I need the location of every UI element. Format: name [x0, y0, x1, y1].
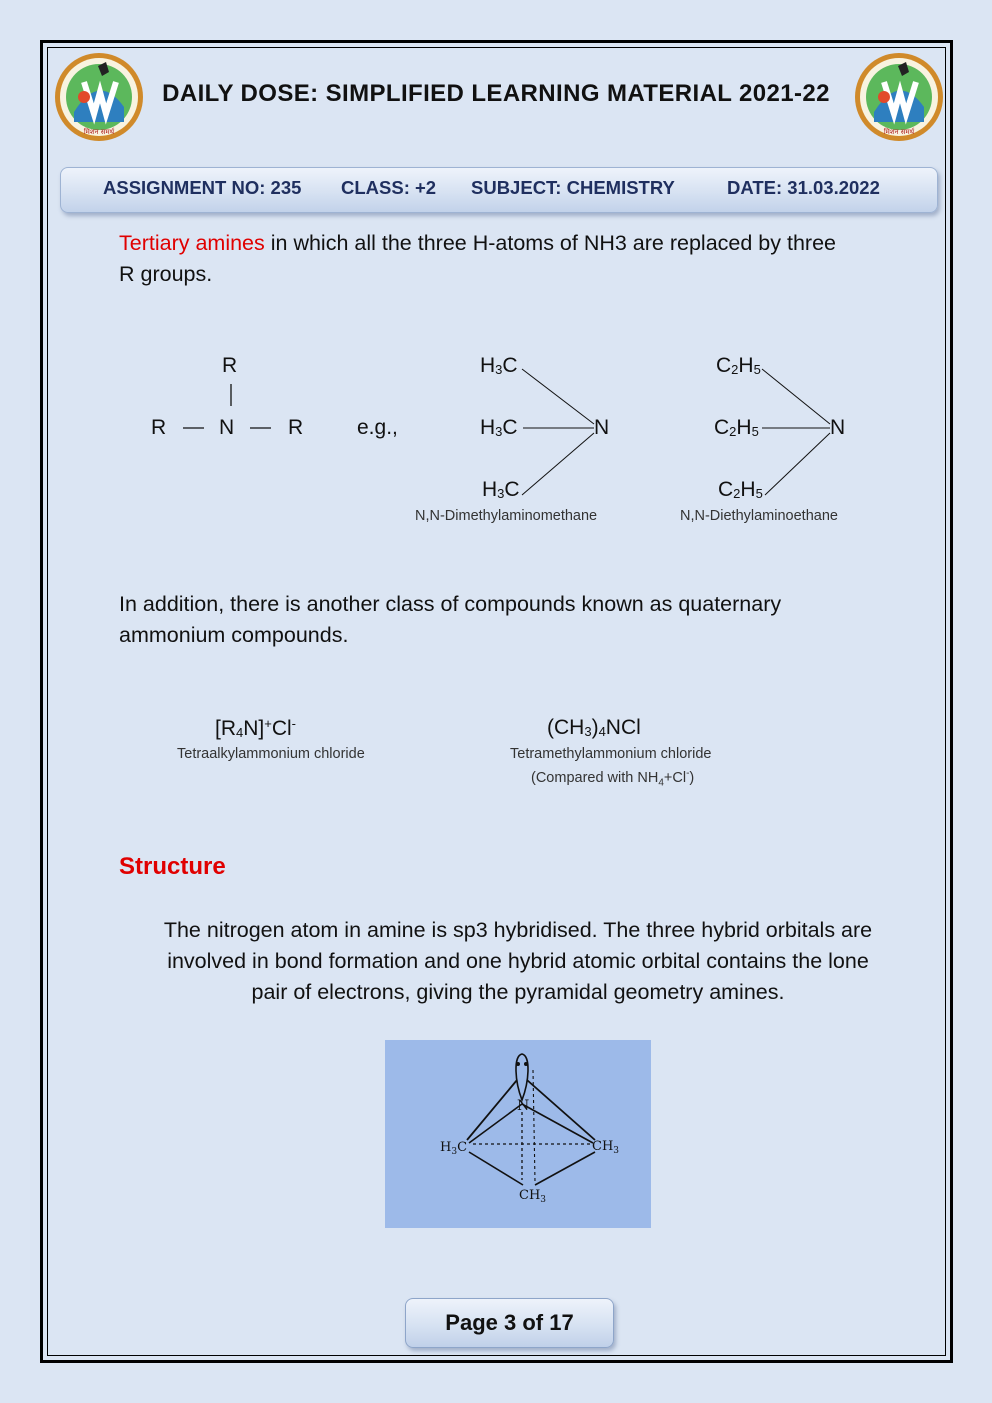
quaternary-line1: In addition, there is another class of compounds known as quaternary [119, 592, 782, 616]
structure-heading: Structure [119, 853, 226, 880]
structure-line3: pair of electrons, giving the pyramidal geometry amines. [251, 980, 785, 1004]
document-title: DAILY DOSE: SIMPLIFIED LEARNING MATERIAL 2021-22 [162, 80, 830, 107]
atom-r-right: R [288, 416, 304, 439]
intro-line1: in which all the three H-atoms of NH3 are replaced by three [264, 231, 836, 255]
class-label: CLASS: +2 [341, 177, 437, 198]
intro-line2: R groups. [119, 262, 213, 286]
formula-r4n-cl: $[R_4N]^+Cl^-$ [215, 716, 297, 740]
caption-dimethylaminomethane: N,N-Dimethylaminomethane [415, 508, 598, 524]
caption-compared-with-nh4cl: (Compared with $NH_4+Cl^-$) [531, 768, 695, 789]
structure-line1: The nitrogen atom in amine is sp3 hybridised. The three hybrid orbitals are [163, 918, 873, 942]
pyramid-atom-n: N [517, 1098, 530, 1114]
atom-n-example1: N [594, 416, 610, 439]
atom-r-left: R [151, 416, 167, 439]
eg-label: e.g., [357, 416, 398, 439]
pyramid-group-bottom: $CH_3$ [519, 1188, 547, 1205]
group-c2h5-top: $C_2H_5$ [716, 354, 761, 377]
date-label: DATE: 31.03.2022 [727, 177, 880, 198]
assignment-number: ASSIGNMENT NO: 235 [103, 177, 302, 198]
group-ch3-middle: $H_3C$ [480, 416, 518, 439]
formula-ch3-4-ncl: $(CH_3)_4NCl$ [547, 716, 641, 739]
quaternary-line2: ammonium compounds. [119, 623, 349, 647]
pyramid-group-right: $CH_3$ [592, 1139, 620, 1156]
logo-text: मिशन समर्थ [83, 128, 115, 136]
pyramidal-amine-diagram [385, 1040, 651, 1228]
logo-text: मिशन समर्थ [883, 128, 915, 136]
atom-n-center: N [219, 416, 235, 439]
structure-line2: involved in bond formation and one hybrid atomic orbital contains the lone [167, 949, 869, 973]
intro-paragraph [119, 228, 919, 290]
atom-r-top: R [222, 354, 238, 377]
group-c2h5-middle: $C_2H_5$ [714, 416, 759, 439]
caption-diethylaminoethane: N,N-Diethylaminoethane [680, 508, 838, 524]
caption-tetramethylammonium: Tetramethylammonium chloride [510, 746, 712, 762]
group-ch3-top: $H_3C$ [480, 354, 518, 377]
caption-tetraalkylammonium: Tetraalkylammonium chloride [177, 746, 365, 762]
page-number-label: Page 3 of 17 [405, 1298, 614, 1348]
quaternary-paragraph [119, 589, 919, 651]
group-ch3-bottom: $H_3C$ [482, 478, 520, 501]
structure-paragraph [119, 915, 917, 1008]
group-c2h5-bottom: $C_2H_5$ [718, 478, 763, 501]
atom-n-example2: N [830, 416, 846, 439]
pyramid-group-left: $H_3C$ [440, 1140, 468, 1157]
term-tertiary-amines: Tertiary amines [119, 231, 265, 255]
subject-label: SUBJECT: CHEMISTRY [471, 177, 675, 198]
